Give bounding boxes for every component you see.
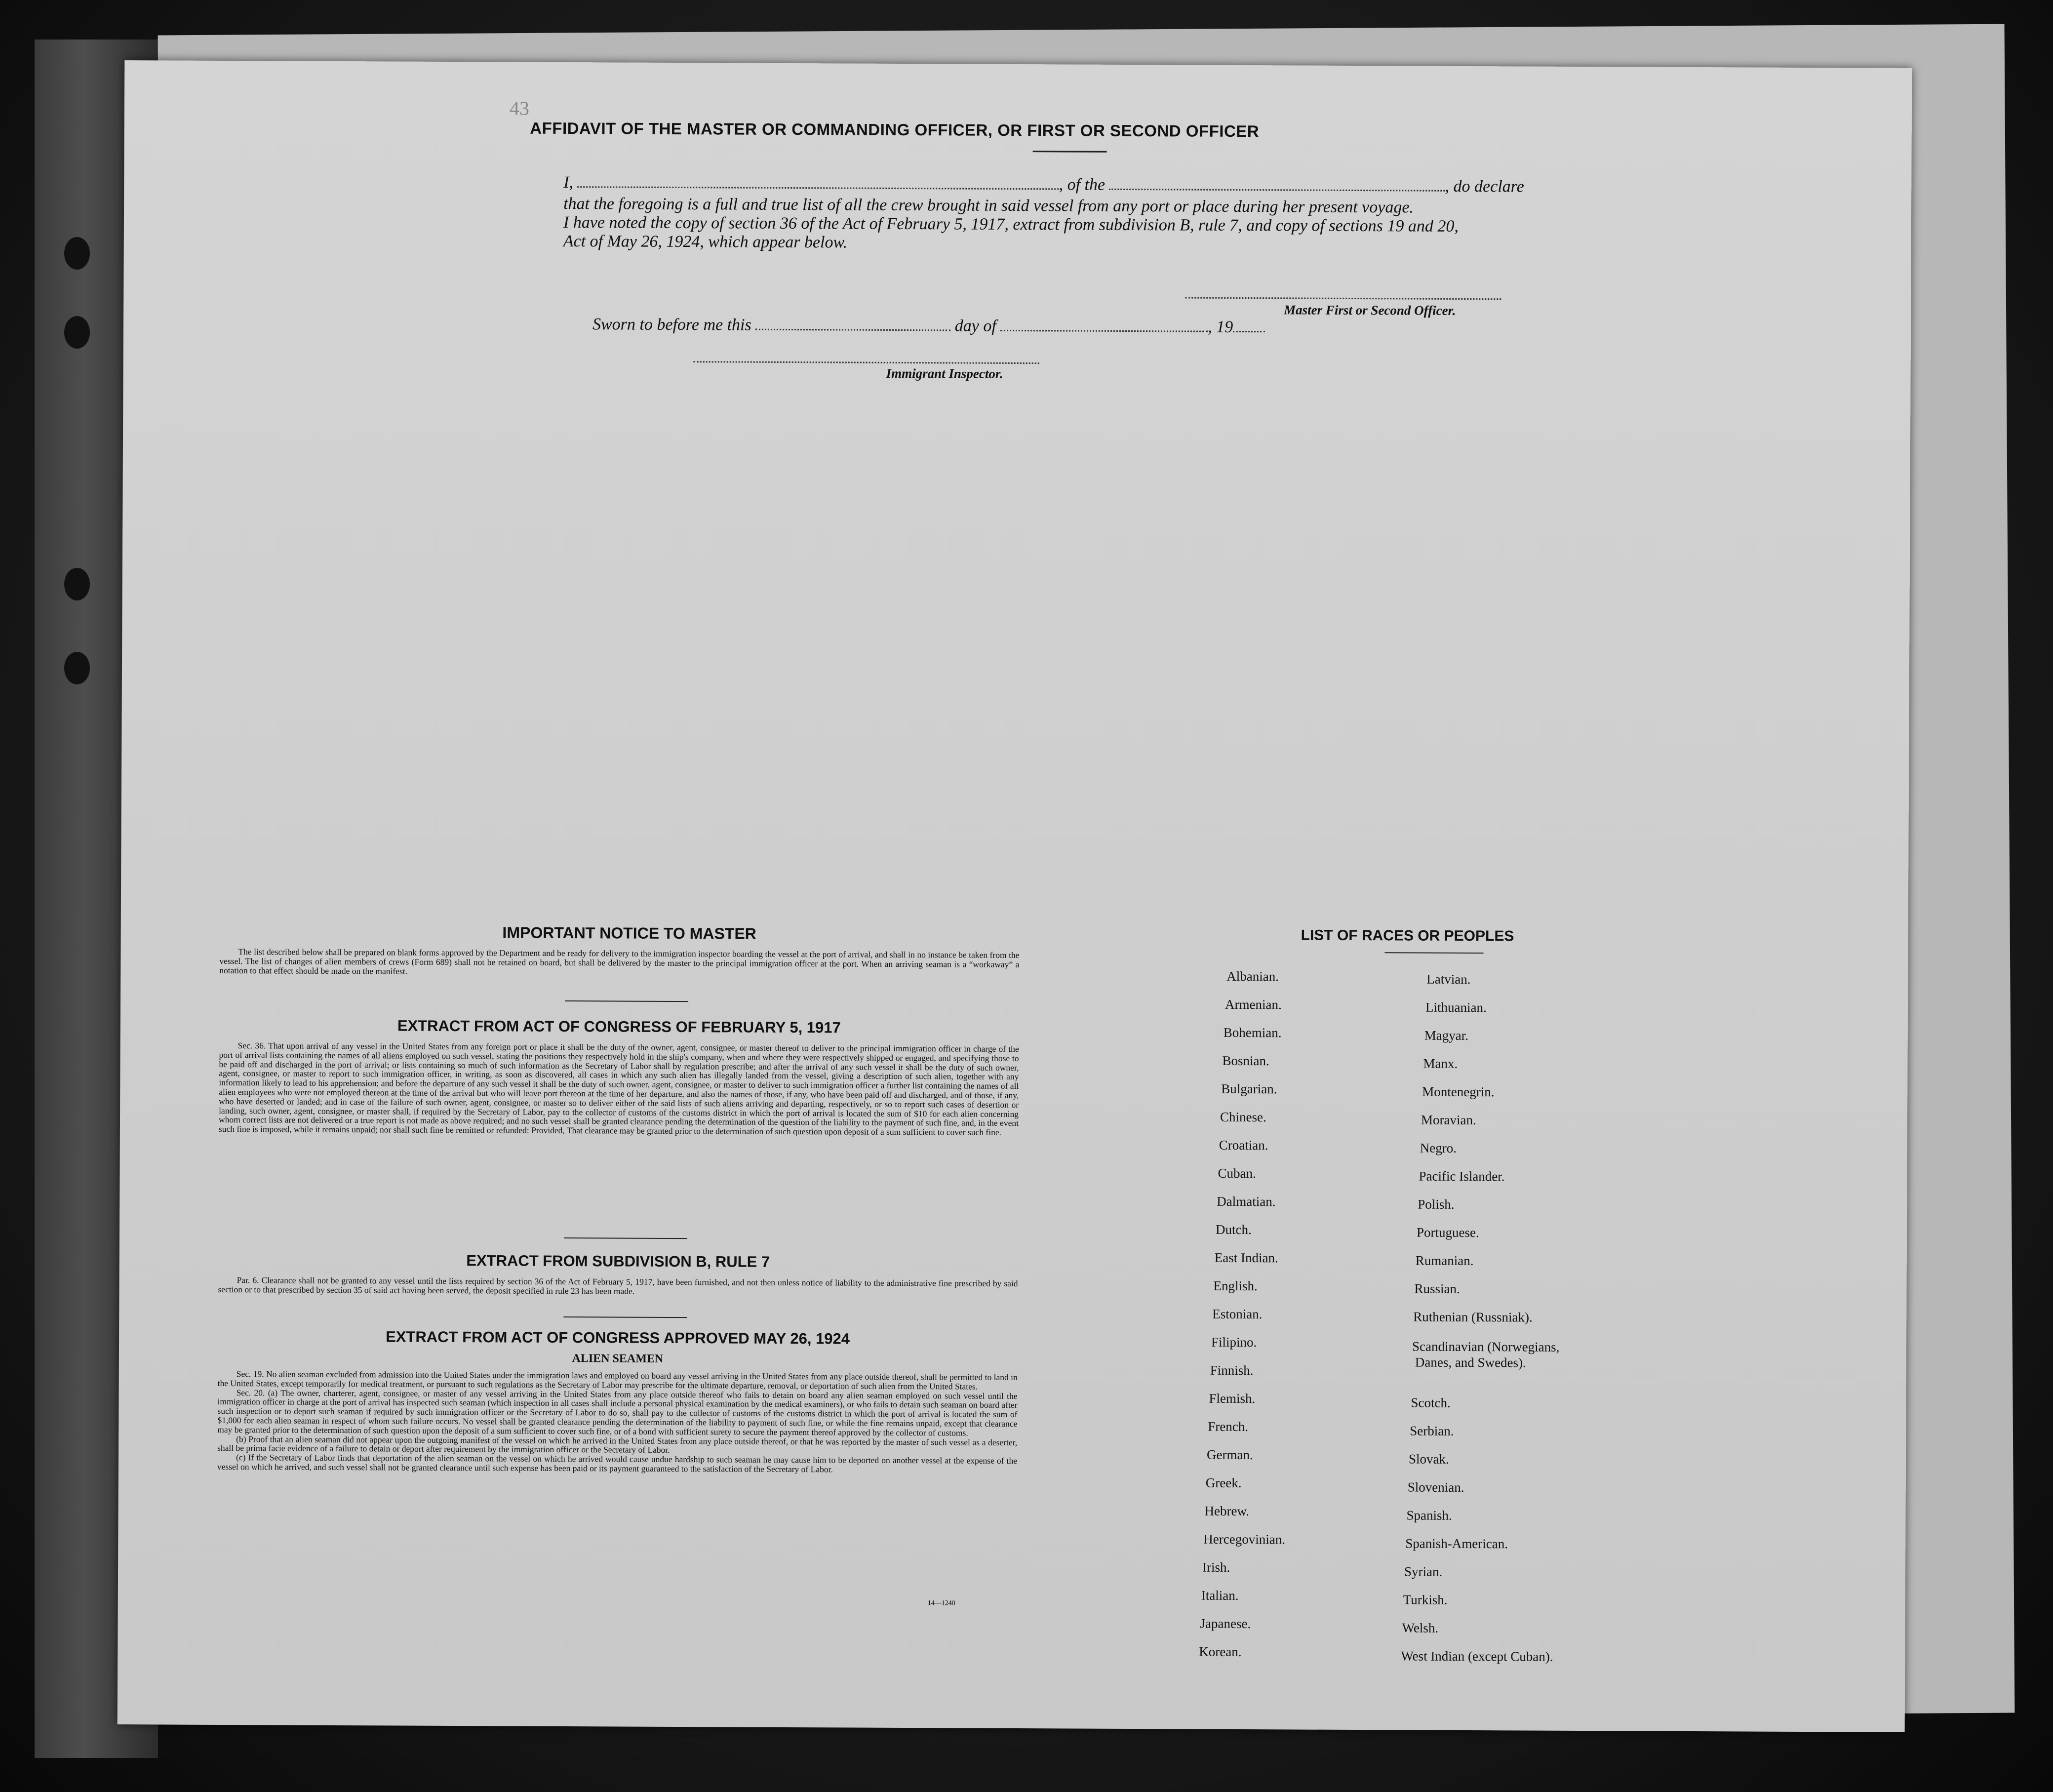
- race-item: Dalmatian.: [1217, 1194, 1276, 1209]
- race-item: Serbian.: [1410, 1423, 1454, 1438]
- race-item: Welsh.: [1402, 1620, 1439, 1635]
- extract-1924-title: EXTRACT FROM ACT OF CONGRESS APPROVED MAY 26, 1924: [386, 1328, 850, 1348]
- inspector-signature-label: Immigrant Inspector.: [886, 365, 1003, 381]
- declaration-line-3: I have noted the copy of section 36 of the Act of February 5, 1917, extract from subdivision B, rule 7, and copy of sections 19 and 20,: [563, 213, 1459, 236]
- affidavit-page: [118, 60, 1912, 1732]
- race-item: Chinese.: [1220, 1109, 1266, 1125]
- race-item: Armenian.: [1224, 996, 1282, 1012]
- declaration-i: I,: [563, 173, 574, 192]
- race-item: Syrian.: [1404, 1564, 1443, 1579]
- rule-7-title: EXTRACT FROM SUBDIVISION B, RULE 7: [466, 1252, 770, 1271]
- race-item: Dutch.: [1215, 1222, 1252, 1237]
- affidavit-title: AFFIDAVIT OF THE MASTER OR COMMANDING OFFICER, OR FIRST OR SECOND OFFICER: [530, 119, 1260, 141]
- race-item: Rumanian.: [1415, 1253, 1474, 1269]
- race-item: Bohemian.: [1223, 1025, 1282, 1040]
- race-item: Scotch.: [1411, 1395, 1451, 1410]
- race-item: Pacific Islander.: [1419, 1168, 1505, 1184]
- race-item: Moravian.: [1421, 1112, 1476, 1128]
- declaration-line-2: that the foregoing is a full and true list of all the crew brought in said vessel from any port or place during her present voyage.: [563, 194, 1414, 217]
- race-item: Bosnian.: [1222, 1053, 1269, 1069]
- sec-20b-paragraph: (b) Proof that an alien seaman did not appear upon the outgoing manifest of the vessel on which he arrived in the United States from any place outside thereof, or that he was reported by the master of such vessel as a deserter, shall be prima facie evidence of a failure to detain or deport after requirement by the immigration officer or the Secretary of Labor.: [217, 1434, 1018, 1455]
- binder-hole: [64, 316, 90, 349]
- race-item: Manx.: [1423, 1056, 1458, 1071]
- declaration-line-4: Act of May 26, 1924, which appear below.: [563, 232, 848, 252]
- sworn-year-blank: [1233, 319, 1265, 332]
- race-item: West Indian (except Cuban).: [1401, 1648, 1553, 1664]
- race-item: Latvian.: [1426, 971, 1471, 987]
- section-divider: [564, 1237, 687, 1239]
- binder-hole: [64, 652, 90, 684]
- race-item: Polish.: [1418, 1196, 1455, 1212]
- races-divider: [1385, 952, 1484, 954]
- race-item: Lithuanian.: [1425, 999, 1487, 1015]
- sec-19-paragraph: Sec. 19. No alien seaman excluded from admission into the United States under the immigration laws and employed on board any vessel arriving in the United States from any place outside thereof, shall be permitted to land in the United States, except temporarily for medical treatment, or pursuant to such regulations as the Secretary of Labor may prescribe for the ultimate departure, removal, or deportation of such alien from the United States.: [217, 1369, 1018, 1392]
- race-item: Russian.: [1414, 1281, 1460, 1296]
- race-item: French.: [1208, 1419, 1249, 1434]
- race-item: Magyar.: [1424, 1028, 1469, 1043]
- extract-1917-text: [219, 1041, 1019, 1137]
- race-item: Cuban.: [1218, 1165, 1256, 1181]
- sworn-year-prefix: , 19: [1208, 318, 1233, 336]
- race-item: Ruthenian (Russniak).: [1413, 1309, 1533, 1325]
- race-item: Flemish.: [1209, 1391, 1256, 1406]
- race-item: Filipino.: [1211, 1334, 1257, 1350]
- scandinavian-line-1: Scandinavian (Norwegians,: [1412, 1339, 1560, 1354]
- race-item: German.: [1207, 1447, 1253, 1463]
- race-item: Spanish-American.: [1405, 1536, 1508, 1552]
- sworn-day-blank: [755, 317, 950, 331]
- extract-1924-text: [217, 1369, 1018, 1475]
- race-item: Slovak.: [1408, 1451, 1449, 1467]
- race-item-scandinavian: [1412, 1339, 1560, 1371]
- section-divider: [565, 1000, 688, 1002]
- race-item: Turkish.: [1403, 1592, 1448, 1607]
- race-item: Estonian.: [1212, 1306, 1263, 1322]
- races-title: LIST OF RACES OR PEOPLES: [1301, 927, 1514, 945]
- name-blank: [578, 174, 1059, 190]
- sworn-month-blank: [1000, 318, 1208, 332]
- notice-text: [219, 947, 1019, 978]
- race-item: Montenegrin.: [1422, 1084, 1495, 1100]
- page-number: 43: [509, 97, 530, 119]
- notice-title: IMPORTANT NOTICE TO MASTER: [502, 923, 756, 943]
- declaration-of-the: , of the: [1059, 175, 1105, 194]
- notice-paragraph: The list described below shall be prepared on blank forms approved by the Department and be ready for delivery to the immigration inspector boarding the vessel at the port of arrival, and shall in no instance be taken from the vessel. The list of changes of alien members of crews (Form 689) shall not be retained on board, but shall be delivered by the master to the principal immigration officer at the port. When an arriving seaman is a “workaway” a notation to that effect should be made on the manifest.: [219, 947, 1020, 976]
- race-item: Greek.: [1205, 1475, 1242, 1491]
- section-divider: [563, 1316, 687, 1318]
- scandinavian-line-2: Danes, and Swedes).: [1415, 1354, 1526, 1370]
- title-divider: [1033, 151, 1107, 153]
- race-item: English.: [1213, 1278, 1258, 1294]
- race-item: Hebrew.: [1204, 1503, 1250, 1519]
- sec-20c-paragraph: (c) If the Secretary of Labor finds that deportation of the alien seaman on the vessel on which he arrived would cause undue hardship to such seaman he may cause him to be deported on another vessel at the expense of the vessel on which he arrived, and such vessel shall not be granted clearance until such expense has been paid or its payment guaranteed to the satisfaction of the Secretary of Labor.: [217, 1452, 1018, 1474]
- binder-hole: [64, 568, 90, 600]
- declaration-line-1: [563, 173, 1524, 196]
- rule-7-text: [218, 1275, 1018, 1298]
- sec-36-paragraph: Sec. 36. That upon arrival of any vessel in the United States from any foreign port or place it shall be the duty of the owner, agent, consignee, or master thereof to deliver to the principal immigration officer in charge of the port of arrival lists containing the names of all aliens employed on such vessel, stating the positions they respectively hold in the ship's company, when and where they were respectively shipped or engaged, and specifying those to be paid off and discharged in the port of arrival; or lists containing so much of such information as the Secretary of Labor shall by regulation prescribe; and after the arrival of any such vessel it shall be the duty of such owner, agent, consignee, or master to report to such immigration officer, in writing, as soon as discovered, all cases in which any such alien has illegally landed from the vessel, giving a description of such alien, together with any information likely to lead to his apprehension; and before the departure of any such vessel it shall be the duty of such owner, agent, consignee, or master to deliver to such immigration officer a further list containing the names of all alien employees who were not employed thereon at the time of the arrival but who will leave port thereon at the time of her departure, and also the names of those, if any, who have been paid off and discharged, and of those, if any, who have deserted or landed; and in case of the failure of such owner, agent, consignee, or master so to deliver either of the said lists of such aliens arriving and departing, respectively, or so to report such cases of desertion or landing, such owner, agent, consignee, or master shall, if required by the Secretary of Labor, pay to the collector of customs of the customs district in which the port of arrival is located the sum of $10 for each alien concerning whom correct lists are not delivered or a true report is not made as above required; and no such vessel shall be granted clearance pending the determination of the question of the liability to the payment of such fine, and, in the event such fine is imposed, while it remains unpaid; nor shall such fine be remitted or refunded: Provided, That clearance may be granted prior to the determination of such question upon deposit of a sum sufficient to cover such fine.: [218, 1040, 1019, 1138]
- sec-20a-paragraph: Sec. 20. (a) The owner, charterer, agent, consignee, or master of any vessel arriving in the United States from any place outside thereof who fails to detain on board any alien seaman employed on such vessel until the immigration officer in charge at the port of arrival has inspected such seaman (which inspection in all cases shall include a personal physical examination by the medical examiners), or who fails to detain such seaman on board after such inspection or to deport such seaman if required by such immigration officer or the Secretary of Labor to do so, shall pay to the collector of customs of the customs district in which the port of arrival is located the sum of $1,000 for each alien seaman in respect of whom such failure occurs. No vessel shall be granted clearance pending the determination of the liability to payment of such fine, or while the fine remains unpaid, except that clearance may be granted prior to the determination of such question upon the deposit of a sum sufficient to cover such fine, or of a bond with sufficient surety to secure the payment thereof approved by the collector of customs.: [217, 1387, 1018, 1438]
- race-item: Bulgarian.: [1221, 1081, 1277, 1097]
- race-item: Irish.: [1202, 1559, 1230, 1575]
- race-item: Slovenian.: [1407, 1479, 1464, 1495]
- race-item: Italian.: [1201, 1588, 1239, 1603]
- par-6-paragraph: Par. 6. Clearance shall not be granted to any vessel until the lists required by section 36 of the Act of February 5, 1917, have been furnished, and not then unless notice of liability to the administrative fine prescribed by said section or to that prescribed by section 35 of said act having been served, the deposit specified in rule 23 has been made.: [218, 1275, 1018, 1296]
- race-item: Portuguese.: [1416, 1225, 1479, 1240]
- declaration-do-declare: , do declare: [1445, 177, 1524, 196]
- race-item: Korean.: [1199, 1644, 1242, 1660]
- race-item: Croatian.: [1219, 1137, 1268, 1153]
- sworn-day-of: day of: [954, 317, 996, 335]
- race-item: Spanish.: [1406, 1508, 1452, 1523]
- master-signature-label: Master First or Second Officer.: [1284, 302, 1456, 318]
- race-item: Finnish.: [1210, 1362, 1254, 1378]
- race-item: Albanian.: [1226, 968, 1279, 984]
- binder-hole: [64, 237, 90, 270]
- vessel-blank: [1109, 177, 1445, 192]
- race-item: Hercegovinian.: [1203, 1531, 1286, 1547]
- form-number: 14—1240: [927, 1599, 955, 1607]
- inspector-signature-line: [694, 349, 1039, 364]
- race-item: East Indian.: [1214, 1250, 1278, 1266]
- race-item: Negro.: [1420, 1140, 1457, 1155]
- master-signature-line: [1185, 285, 1501, 300]
- race-item: Japanese.: [1200, 1616, 1251, 1632]
- sworn-prefix: Sworn to before me this: [592, 315, 751, 334]
- sworn-line: [592, 315, 1265, 337]
- extract-1917-title: EXTRACT FROM ACT OF CONGRESS OF FEBRUARY 5, 1917: [397, 1017, 841, 1036]
- alien-seamen-subtitle: ALIEN SEAMEN: [572, 1352, 664, 1365]
